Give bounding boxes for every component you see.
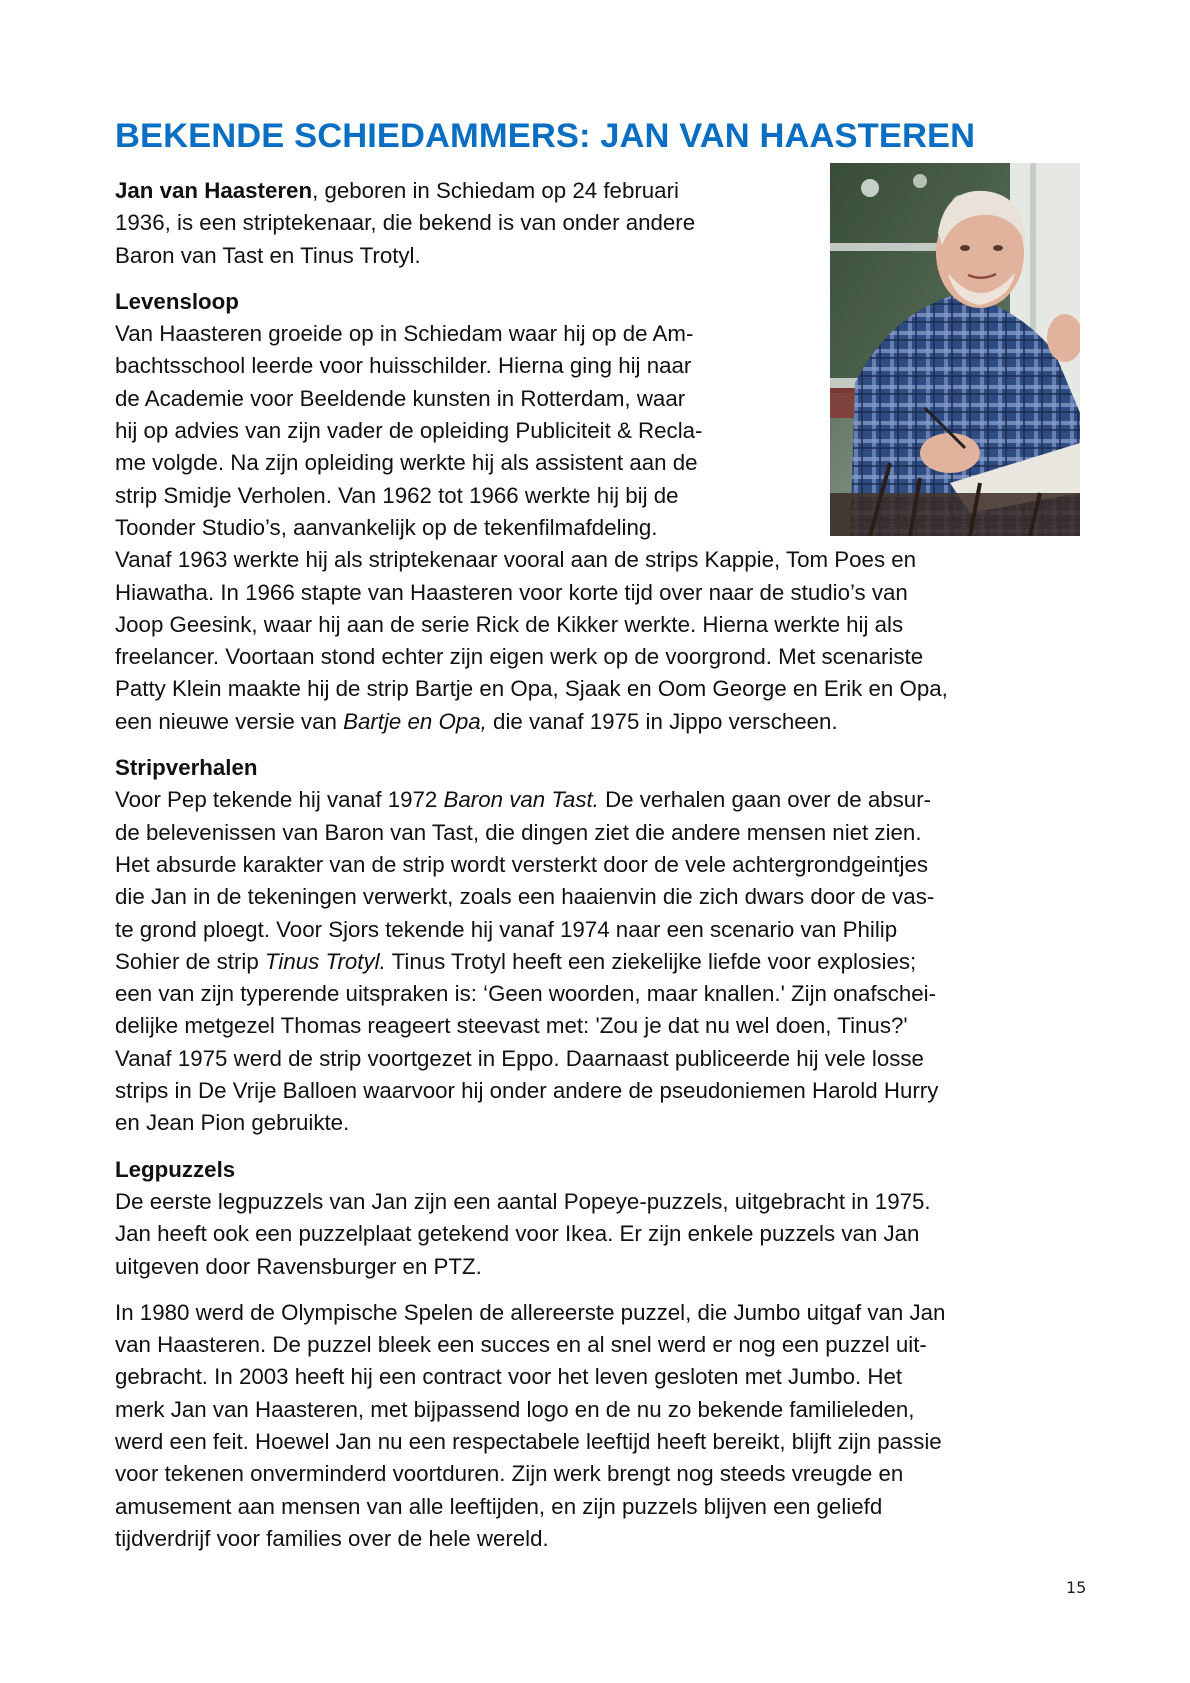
text-run: een nieuwe versie van bbox=[115, 708, 344, 734]
section-heading-levensloop: Levensloop bbox=[115, 288, 239, 314]
body-line: amusement aan mensen van alle leeftijden, en zijn puzzels blijven een geliefd bbox=[115, 1493, 883, 1519]
body-line bbox=[115, 706, 1095, 738]
intro-text: , geboren in Schiedam op 24 februari bbox=[312, 178, 679, 203]
page-number: 15 bbox=[1066, 1578, 1087, 1597]
page-title: BEKENDE SCHIEDAMMERS: JAN VAN HAASTEREN bbox=[115, 117, 976, 155]
section-heading-legpuzzels: Legpuzzels bbox=[115, 1156, 236, 1182]
body-line: bachtsschool leerde voor huisschilder. Hierna ging hij naar bbox=[115, 353, 692, 379]
body-line: te grond ploegt. Voor Sjors tekende hij vanaf 1974 naar een scenario van Philip bbox=[115, 916, 898, 942]
italic-title-tinus-trotyl: Tinus Trotyl. bbox=[264, 948, 386, 974]
body-line: me volgde. Na zijn opleiding werkte hij als assistent aan de bbox=[115, 450, 698, 476]
body-line: gebracht. In 2003 heeft hij een contract voor het leven gesloten met Jumbo. Het bbox=[115, 1364, 903, 1390]
body-line: Vanaf 1963 werkte hij als striptekenaar vooral aan de strips Kappie, Tom Poes en bbox=[115, 547, 917, 573]
body-line: de Academie voor Beeldende kunsten in Rotterdam, waar bbox=[115, 385, 686, 411]
body-line: Joop Geesink, waar hij aan de serie Rick de Kikker werkte. Hierna werkte hij als bbox=[115, 611, 904, 637]
intro-paragraph bbox=[115, 175, 815, 272]
intro-line: Baron van Tast en Tinus Trotyl. bbox=[115, 242, 421, 268]
body-line: delijke metgezel Thomas reageert steevast met: 'Zou je dat nu wel doen, Tinus?' bbox=[115, 1013, 908, 1039]
intro-lead-name: Jan van Haasteren bbox=[115, 178, 313, 203]
intro-line bbox=[115, 175, 815, 207]
body-line: freelancer. Voortaan stond echter zijn eigen werk op de voorgrond. Met scenariste bbox=[115, 644, 924, 670]
body-line bbox=[115, 946, 1095, 978]
body-line: In 1980 werd de Olympische Spelen de allereerste puzzel, die Jumbo uitgaf van Jan bbox=[115, 1299, 946, 1325]
body-line: Toonder Studio’s, aanvankelijk op de tekenfilmafdeling. bbox=[115, 514, 658, 540]
paragraph-jumbo bbox=[115, 1297, 1095, 1555]
body-line: hij op advies van zijn vader de opleiding Publiciteit & Recla- bbox=[115, 418, 703, 444]
intro-line: 1936, is een striptekenaar, die bekend is van onder andere bbox=[115, 210, 696, 236]
body-line: Hiawatha. In 1966 stapte van Haasteren voor korte tijd over naar de studio’s van bbox=[115, 579, 908, 605]
body-line: Patty Klein maakte hij de strip Bartje en Opa, Sjaak en Oom George en Erik en Opa, bbox=[115, 676, 948, 702]
italic-title-baron-van-tast: Baron van Tast. bbox=[443, 787, 599, 813]
body-line: De eerste legpuzzels van Jan zijn een aantal Popeye-puzzels, uitgebracht in 1975. bbox=[115, 1188, 931, 1214]
body-line: uitgeven door Ravensburger en PTZ. bbox=[115, 1253, 482, 1279]
body-line: strip Smidje Verholen. Van 1962 tot 1966 werkte hij bij de bbox=[115, 482, 679, 508]
body-line: Van Haasteren groeide op in Schiedam waar hij op de Am- bbox=[115, 321, 694, 347]
text-run: Voor Pep tekende hij vanaf 1972 bbox=[115, 787, 444, 813]
body-line: een van zijn typerende uitspraken is: ‘Geen woorden, maar knallen.' Zijn onafschei- bbox=[115, 981, 937, 1007]
text-run: Tinus Trotyl heeft een ziekelijke liefde voor explosies; bbox=[385, 948, 917, 974]
section-levensloop bbox=[115, 286, 1095, 738]
article-body bbox=[115, 175, 1095, 1555]
body-line: merk Jan van Haasteren, met bijpassend logo en de nu zo bekende familieleden, bbox=[115, 1396, 915, 1422]
text-run: Sohier de strip bbox=[115, 948, 265, 974]
body-line: tijdverdrijf voor families over de hele wereld. bbox=[115, 1525, 549, 1551]
italic-title-bartje-en-opa: Bartje en Opa, bbox=[343, 708, 487, 734]
body-line: en Jean Pion gebruikte. bbox=[115, 1110, 350, 1136]
body-line: Jan heeft ook een puzzelplaat getekend voor Ikea. Er zijn enkele puzzels van Jan bbox=[115, 1221, 920, 1247]
body-line: Het absurde karakter van de strip wordt versterkt door de vele achtergrondgeintjes bbox=[115, 851, 929, 877]
body-line: Vanaf 1975 werd de strip voortgezet in Eppo. Daarnaast publiceerde hij vele losse bbox=[115, 1045, 924, 1071]
section-stripverhalen bbox=[115, 752, 1095, 1140]
body-line: de belevenissen van Baron van Tast, die dingen ziet die andere mensen niet zien. bbox=[115, 819, 922, 845]
body-line: strips in De Vrije Balloen waarvoor hij onder andere de pseudoniemen Harold Hurry bbox=[115, 1078, 939, 1104]
body-line: werd een feit. Hoewel Jan nu een respectabele leeftijd heeft bereikt, blijft zijn passie bbox=[115, 1428, 942, 1454]
body-line: voor tekenen onverminderd voortduren. Zijn werk brengt nog steeds vreugde en bbox=[115, 1461, 904, 1487]
section-legpuzzels bbox=[115, 1154, 1095, 1283]
text-run: die vanaf 1975 in Jippo verscheen. bbox=[486, 708, 838, 734]
text-run: De verhalen gaan over de absur- bbox=[598, 787, 932, 813]
section-heading-stripverhalen: Stripverhalen bbox=[115, 755, 258, 781]
body-line: van Haasteren. De puzzel bleek een succes en al snel werd er nog een puzzel uit- bbox=[115, 1332, 927, 1358]
body-line bbox=[115, 784, 1095, 816]
body-line: die Jan in de tekeningen verwerkt, zoals een haaienvin die zich dwars door de vas- bbox=[115, 884, 935, 910]
